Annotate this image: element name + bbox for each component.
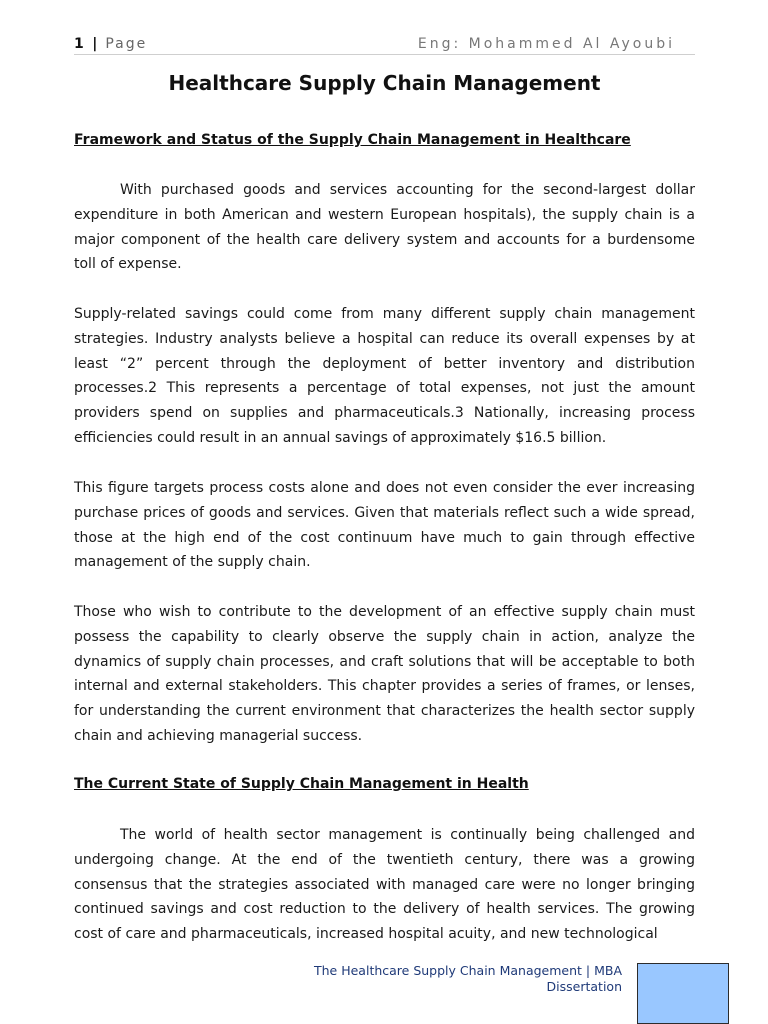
paragraph: The world of health sector management is continually being challenged and undergoing change. At the end of the twentieth century, there was a growing consensus that the strategies associated with managed care were no longer bringing continued savings and cost reduction to the delivery of health services. The growing cost of care and pharmaceuticals, increased hospital acuity, and new technological	[74, 827, 695, 943]
author-name: Eng: Mohammed Al Ayoubi	[417, 36, 675, 52]
footer-text: The Healthcare Supply Chain Management | MBA Dissertation	[314, 963, 622, 994]
page-label: Page	[105, 36, 148, 52]
page-indicator	[74, 36, 147, 52]
paragraph: With purchased goods and services accounting for the second-largest dollar expenditure in both American and western European hospitals), the supply chain is a major component of the health care delivery system and accounts for a burdensome toll of expense.	[74, 182, 695, 273]
footer-color-box	[637, 963, 729, 1024]
paragraph: Those who wish to contribute to the development of an effective supply chain must possess the capability to clearly observe the supply chain in action, analyze the dynamics of supply chain processes, and craft solutions that will be acceptable to both internal and external stakeholders. This chapter provides a series of frames, or lenses, for understanding the current environment that characterizes the health sector supply chain and achieving managerial success.	[74, 604, 695, 744]
page-separator: |	[92, 36, 100, 52]
section-heading-current-state: The Current State of Supply Chain Management in Health	[74, 776, 529, 792]
page-number: 1	[74, 36, 86, 52]
page-header	[74, 34, 695, 55]
paragraph: This figure targets process costs alone and does not even consider the ever increasing purchase prices of goods and services. Given that materials reflect such a wide spread, those at the high end of the cost continuum have much to gain through effective management of the supply chain.	[74, 480, 695, 571]
document-title: Healthcare Supply Chain Management	[168, 71, 601, 95]
paragraph: Supply-related savings could come from many different supply chain management strategies. Industry analysts believe a hospital can reduce its overall expenses by at least “2” percent through the deployment of better inventory and distribution processes.2 This represents a percentage of total expenses, not just the amount providers spend on supplies and pharmaceuticals.3 Nationally, increasing process efficiencies could result in an annual savings of approximately $16.5 billion.	[74, 306, 695, 446]
section-heading-framework: Framework and Status of the Supply Chain Management in Healthcare	[74, 132, 631, 148]
